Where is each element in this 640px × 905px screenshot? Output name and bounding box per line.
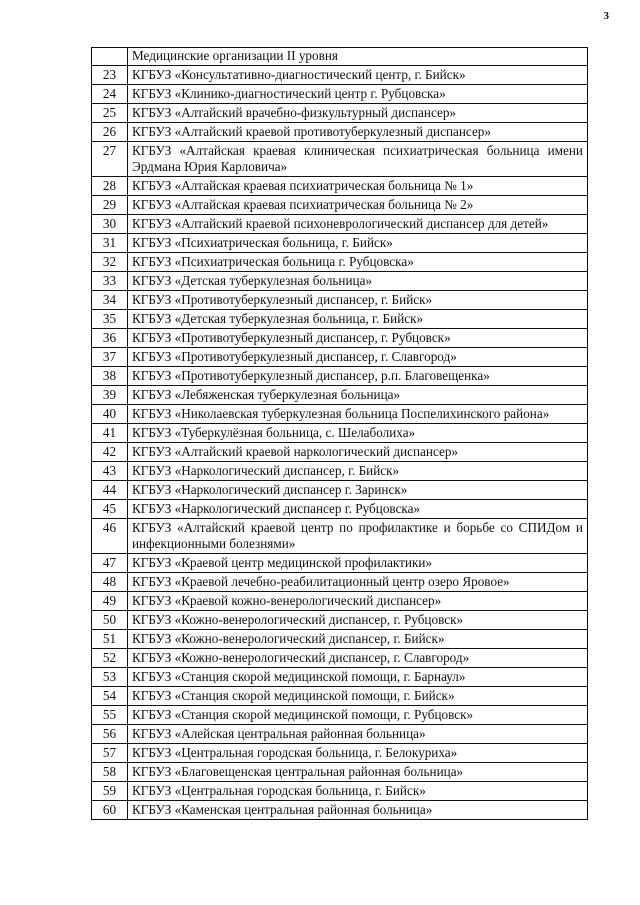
row-number: 29 [92, 196, 128, 215]
table-row [92, 443, 588, 462]
organization-name: КГБУЗ «Наркологический диспансер г. Заринск» [128, 481, 588, 500]
table-row [92, 519, 588, 554]
organization-name: КГБУЗ «Психиатрическая больница г. Рубцовска» [128, 253, 588, 272]
organization-name: КГБУЗ «Станция скорой медицинской помощи, г. Рубцовск» [128, 706, 588, 725]
row-number: 52 [92, 649, 128, 668]
row-number: 59 [92, 782, 128, 801]
organization-name: КГБУЗ «Консультативно-диагностический центр, г. Бийск» [128, 66, 588, 85]
table-row [92, 196, 588, 215]
table-row [92, 782, 588, 801]
row-number: 47 [92, 554, 128, 573]
table-row [92, 744, 588, 763]
row-number: 41 [92, 424, 128, 443]
organization-name: КГБУЗ «Детская туберкулезная больница, г. Бийск» [128, 310, 588, 329]
row-number: 30 [92, 215, 128, 234]
table-row [92, 462, 588, 481]
table-row [92, 291, 588, 310]
row-number: 31 [92, 234, 128, 253]
table-row [92, 405, 588, 424]
table-row [92, 611, 588, 630]
table-row [92, 85, 588, 104]
row-number: 24 [92, 85, 128, 104]
page-number: 3 [603, 10, 609, 22]
organization-name: КГБУЗ «Противотуберкулезный диспансер, г. Рубцовск» [128, 329, 588, 348]
organization-name: КГБУЗ «Алтайский краевой психоневрологический диспансер для детей» [128, 215, 588, 234]
table-row [92, 329, 588, 348]
organization-name: КГБУЗ «Лебяженская туберкулезная больница» [128, 386, 588, 405]
table-row [92, 310, 588, 329]
row-number: 33 [92, 272, 128, 291]
table-row [92, 253, 588, 272]
row-number: 49 [92, 592, 128, 611]
organization-name: КГБУЗ «Центральная городская больница, г. Бийск» [128, 782, 588, 801]
table-row [92, 649, 588, 668]
row-number: 58 [92, 763, 128, 782]
organization-name: КГБУЗ «Туберкулёзная больница, с. Шелаболиха» [128, 424, 588, 443]
table-row [92, 348, 588, 367]
table-row [92, 554, 588, 573]
organization-name: КГБУЗ «Противотуберкулезный диспансер, р.п. Благовещенка» [128, 367, 588, 386]
table-row [92, 215, 588, 234]
organization-name: КГБУЗ «Наркологический диспансер, г. Бийск» [128, 462, 588, 481]
row-number: 45 [92, 500, 128, 519]
row-number: 23 [92, 66, 128, 85]
table-row [92, 177, 588, 196]
row-number: 55 [92, 706, 128, 725]
row-number: 27 [92, 142, 128, 177]
table-row [92, 142, 588, 177]
row-number: 44 [92, 481, 128, 500]
row-number: 38 [92, 367, 128, 386]
table-row [92, 424, 588, 443]
organization-name: КГБУЗ «Детская туберкулезная больница» [128, 272, 588, 291]
row-number: 34 [92, 291, 128, 310]
organization-name: КГБУЗ «Краевой лечебно-реабилитационный центр озеро Яровое» [128, 573, 588, 592]
row-number: 32 [92, 253, 128, 272]
organization-name: КГБУЗ «Наркологический диспансер г. Рубцовска» [128, 500, 588, 519]
organization-name: КГБУЗ «Николаевская туберкулезная больница Поспелихинского района» [128, 405, 588, 424]
organization-name: КГБУЗ «Каменская центральная районная больница» [128, 801, 588, 820]
row-number: 39 [92, 386, 128, 405]
header-number-cell [92, 48, 128, 66]
organization-name: КГБУЗ «Краевой центр медицинской профилактики» [128, 554, 588, 573]
table-row [92, 573, 588, 592]
organization-name: КГБУЗ «Противотуберкулезный диспансер, г. Бийск» [128, 291, 588, 310]
row-number: 35 [92, 310, 128, 329]
organization-name: КГБУЗ «Благовещенская центральная районная больница» [128, 763, 588, 782]
organization-name: КГБУЗ «Алтайский врачебно-физкультурный диспансер» [128, 104, 588, 123]
table-row [92, 367, 588, 386]
table-row [92, 592, 588, 611]
row-number: 36 [92, 329, 128, 348]
row-number: 28 [92, 177, 128, 196]
organization-name: КГБУЗ «Кожно-венерологический диспансер, г. Рубцовск» [128, 611, 588, 630]
organization-name: КГБУЗ «Центральная городская больница, г. Белокуриха» [128, 744, 588, 763]
table-row [92, 801, 588, 820]
row-number: 53 [92, 668, 128, 687]
organization-name: КГБУЗ «Алейская центральная районная больница» [128, 725, 588, 744]
table-row [92, 272, 588, 291]
organization-name: КГБУЗ «Алтайская краевая психиатрическая больница № 1» [128, 177, 588, 196]
table-row [92, 630, 588, 649]
organization-name: КГБУЗ «Алтайский краевой противотуберкулезный диспансер» [128, 123, 588, 142]
organization-name: КГБУЗ «Станция скорой медицинской помощи, г. Бийск» [128, 687, 588, 706]
organization-name: КГБУЗ «Алтайский краевой наркологический диспансер» [128, 443, 588, 462]
table-row [92, 386, 588, 405]
section-header-row [92, 48, 588, 66]
section-header: Медицинские организации II уровня [128, 48, 588, 66]
row-number: 50 [92, 611, 128, 630]
organizations-table-body [92, 48, 588, 820]
table-row [92, 687, 588, 706]
row-number: 46 [92, 519, 128, 554]
table-row [92, 763, 588, 782]
row-number: 26 [92, 123, 128, 142]
organizations-table [91, 47, 588, 820]
table-row [92, 104, 588, 123]
table-row [92, 668, 588, 687]
table-row [92, 481, 588, 500]
row-number: 51 [92, 630, 128, 649]
table-row [92, 234, 588, 253]
organization-name: КГБУЗ «Краевой кожно-венерологический диспансер» [128, 592, 588, 611]
row-number: 48 [92, 573, 128, 592]
row-number: 42 [92, 443, 128, 462]
row-number: 43 [92, 462, 128, 481]
row-number: 37 [92, 348, 128, 367]
table-row [92, 123, 588, 142]
table-row [92, 66, 588, 85]
row-number: 60 [92, 801, 128, 820]
organization-name: КГБУЗ «Алтайская краевая психиатрическая больница № 2» [128, 196, 588, 215]
row-number: 57 [92, 744, 128, 763]
row-number: 56 [92, 725, 128, 744]
row-number: 40 [92, 405, 128, 424]
organization-name: КГБУЗ «Противотуберкулезный диспансер, г. Славгород» [128, 348, 588, 367]
organization-name: КГБУЗ «Алтайский краевой центр по профилактике и борьбе со СПИДом и инфекционными болезнями» [128, 519, 588, 554]
table-row [92, 725, 588, 744]
organization-name: КГБУЗ «Кожно-венерологический диспансер, г. Бийск» [128, 630, 588, 649]
organization-name: КГБУЗ «Алтайская краевая клиническая психиатрическая больница имени Эрдмана Юрия Карловича» [128, 142, 588, 177]
organization-name: КГБУЗ «Станция скорой медицинской помощи, г. Барнаул» [128, 668, 588, 687]
organization-name: КГБУЗ «Кожно-венерологический диспансер, г. Славгород» [128, 649, 588, 668]
organization-name: КГБУЗ «Клинико-диагностический центр г. Рубцовска» [128, 85, 588, 104]
row-number: 54 [92, 687, 128, 706]
row-number: 25 [92, 104, 128, 123]
organization-name: КГБУЗ «Психиатрическая больница, г. Бийск» [128, 234, 588, 253]
table-row [92, 706, 588, 725]
table-row [92, 500, 588, 519]
